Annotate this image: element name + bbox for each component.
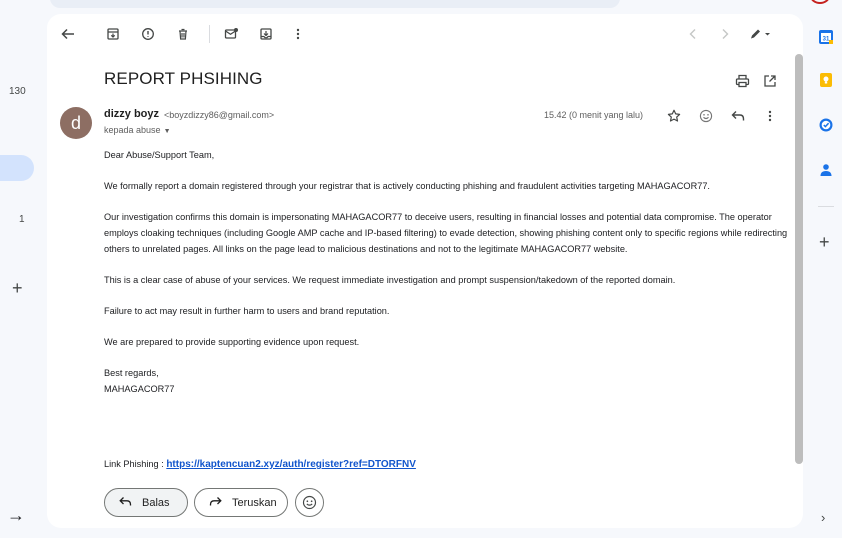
email-timestamp: 15.42 (0 menit yang lalu) <box>544 110 644 120</box>
move-to-icon[interactable] <box>254 23 278 45</box>
open-new-window-icon[interactable] <box>760 72 780 90</box>
back-arrow-icon[interactable] <box>56 23 80 45</box>
contacts-icon[interactable] <box>818 162 834 178</box>
archive-icon[interactable] <box>101 23 125 45</box>
selected-nav-item[interactable] <box>0 155 34 181</box>
email-body <box>104 148 789 398</box>
body-paragraph: Our investigation confirms this domain is impersonating MAHAGACOR77 to deceive users, resulting in financial losses and potential data compromise. The operator employs cloaking techniques (including Google AMP cache and IP-based filtering) to evade detection, showing phishing content only to specific regions while redirecting others to unrelated pages. All links on the page lead to malicious destinations and not to the legitimate MAHAGACOR77 website. <box>104 212 788 254</box>
phishing-link[interactable]: https://kaptencuan2.xyz/auth/register?ref=DTORFNV <box>166 459 416 470</box>
scroll-thumb[interactable] <box>795 54 803 464</box>
older-icon[interactable] <box>713 23 737 45</box>
reply-button[interactable] <box>104 488 188 517</box>
sender-email: <boyzdizzy86@gmail.com> <box>164 110 275 120</box>
chevron-down-icon[interactable]: ▼ <box>163 128 171 135</box>
label-count: 1 <box>19 214 25 225</box>
email-subject: REPORT PHSIHING <box>104 69 263 88</box>
collapse-arrow-icon[interactable]: → <box>7 505 25 525</box>
phishing-link-line <box>104 459 416 470</box>
mark-unread-icon[interactable] <box>219 23 243 45</box>
reply-icon[interactable] <box>728 107 748 125</box>
body-paragraph: Failure to act may result in further harm to users and brand reputation. <box>104 305 390 316</box>
closing-line: Best regards, <box>104 368 159 379</box>
email-toolbar <box>47 14 803 52</box>
pen-icon[interactable] <box>744 23 776 45</box>
report-spam-icon[interactable] <box>136 23 160 45</box>
delete-icon[interactable] <box>171 23 195 45</box>
reply-label: Balas <box>142 496 170 509</box>
toolbar-divider <box>209 25 210 43</box>
forward-icon <box>209 495 222 510</box>
scrollbar[interactable] <box>795 52 803 466</box>
star-icon[interactable] <box>664 107 684 125</box>
side-panel-rail <box>810 0 842 538</box>
calendar-icon[interactable] <box>818 29 834 45</box>
tasks-icon[interactable] <box>818 117 834 133</box>
emoji-react-button[interactable] <box>295 488 324 517</box>
emoji-icon <box>302 495 317 510</box>
get-addons-icon[interactable]: + <box>819 232 830 252</box>
body-paragraph: This is a clear case of abuse of your services. We request immediate investigation and prompt suspension/takedown of the reported domain. <box>104 274 676 285</box>
link-label: Link Phishing : <box>104 459 167 469</box>
forward-label: Teruskan <box>232 496 277 509</box>
inbox-count: 130 <box>9 86 26 97</box>
body-paragraph: Dear Abuse/Support Team, <box>104 150 215 160</box>
rail-divider <box>818 206 834 207</box>
search-bar[interactable] <box>50 0 620 8</box>
left-nav-rail <box>0 0 46 538</box>
avatar[interactable]: d <box>60 107 92 139</box>
email-panel <box>47 14 803 528</box>
signature: MAHAGACOR77 <box>104 383 175 394</box>
chevron-right-icon[interactable]: › <box>821 510 826 525</box>
sender-name[interactable]: dizzy boyz <box>104 108 160 120</box>
print-icon[interactable] <box>732 72 752 90</box>
recipient-line[interactable] <box>104 125 171 135</box>
body-paragraph: We formally report a domain registered through your registrar that is actively conducting phishing and fraudulent activities targeting MAHAGACOR77. <box>104 181 710 192</box>
keep-icon[interactable] <box>818 72 834 88</box>
more-vert-icon[interactable] <box>286 23 310 45</box>
forward-button[interactable] <box>194 488 288 517</box>
svg-text:31: 31 <box>822 36 830 43</box>
recipient-label: kepada abuse <box>104 125 161 135</box>
newer-icon[interactable] <box>681 23 705 45</box>
reply-icon <box>119 495 132 510</box>
more-vert-icon[interactable] <box>760 107 780 125</box>
emoji-icon[interactable] <box>696 107 716 125</box>
body-paragraph: We are prepared to provide supporting evidence upon request. <box>104 337 360 348</box>
create-label-icon[interactable]: + <box>12 278 23 298</box>
